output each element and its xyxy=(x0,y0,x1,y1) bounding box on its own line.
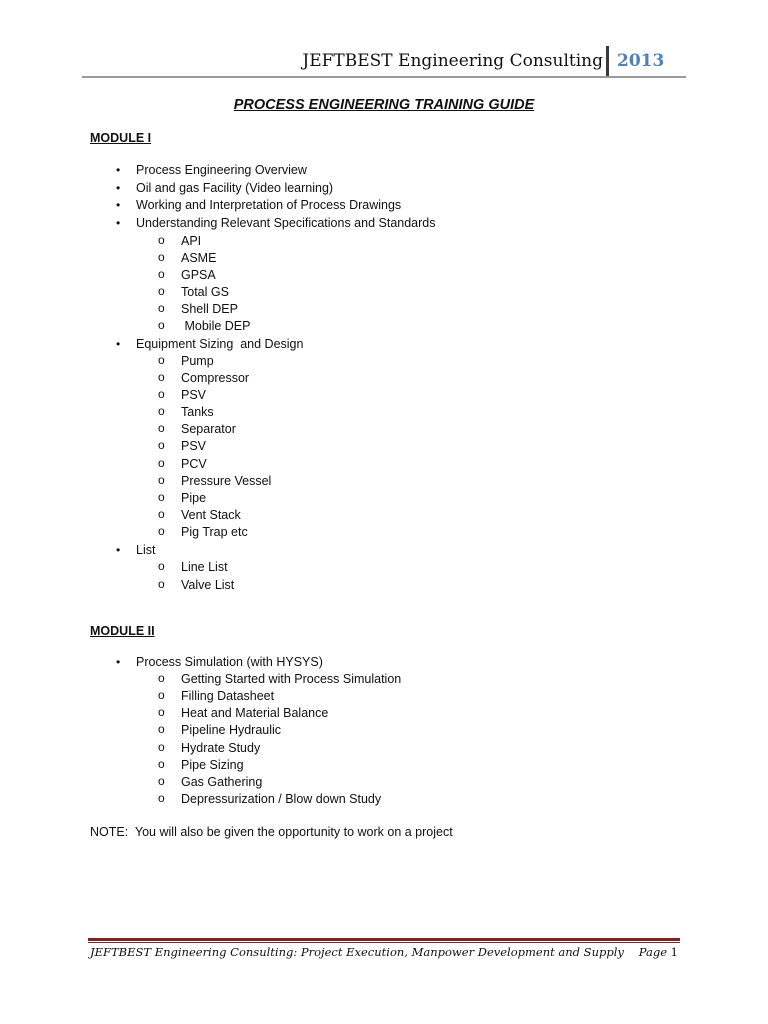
bullet-icon: • xyxy=(116,216,121,230)
bullet-icon: • xyxy=(116,163,121,177)
header-rule xyxy=(82,76,686,78)
sub-list-item-text: ASME xyxy=(181,251,217,265)
sub-list-item-text: Filling Datasheet xyxy=(181,689,275,703)
sub-list-item-text: GPSA xyxy=(181,268,216,282)
sub-list-item-text: Pipe xyxy=(181,491,207,505)
sub-list-item-text: Getting Started with Process Simulation xyxy=(181,672,402,686)
page-header xyxy=(0,0,768,80)
header-divider xyxy=(606,46,609,76)
sub-list-item-text: Heat and Material Balance xyxy=(181,706,329,720)
page-number: 1 xyxy=(670,945,678,959)
circle-bullet-icon: o xyxy=(158,774,165,788)
circle-bullet-icon: o xyxy=(158,318,165,332)
list-item-text: Understanding Relevant Specifications and Standards xyxy=(136,216,436,230)
sub-list-item-text: Pressure Vessel xyxy=(181,474,272,488)
circle-bullet-icon: o xyxy=(158,705,165,719)
note-text: NOTE: You will also be given the opportunity to work on a project xyxy=(90,825,453,839)
sub-list-item-text: PCV xyxy=(181,457,207,471)
bullet-icon: • xyxy=(116,543,121,557)
circle-bullet-icon: o xyxy=(158,250,165,264)
sub-list-item-text: Tanks xyxy=(181,405,214,419)
circle-bullet-icon: o xyxy=(158,404,165,418)
circle-bullet-icon: o xyxy=(158,301,165,315)
sub-list-item-text: Pump xyxy=(181,354,214,368)
circle-bullet-icon: o xyxy=(158,353,165,367)
circle-bullet-icon: o xyxy=(158,421,165,435)
footer-rule-thin xyxy=(88,942,680,943)
bullet-icon: • xyxy=(116,198,121,212)
list-item-text: Working and Interpretation of Process Drawings xyxy=(136,198,402,212)
sub-list-item-text: Pipeline Hydraulic xyxy=(181,723,282,737)
circle-bullet-icon: o xyxy=(158,490,165,504)
circle-bullet-icon: o xyxy=(158,473,165,487)
header-company-name: JEFTBEST Engineering Consulting xyxy=(302,51,603,71)
circle-bullet-icon: o xyxy=(158,456,165,470)
circle-bullet-icon: o xyxy=(158,757,165,771)
circle-bullet-icon: o xyxy=(158,671,165,685)
header-year: 2013 xyxy=(617,51,665,71)
sub-list-item-text: Valve List xyxy=(181,578,235,592)
circle-bullet-icon: o xyxy=(158,791,165,805)
sub-list-item-text: PSV xyxy=(181,388,207,402)
circle-bullet-icon: o xyxy=(158,387,165,401)
list-item-text: Process Engineering Overview xyxy=(136,163,307,177)
sub-list-item-text: Total GS xyxy=(181,285,229,299)
sub-list-item-text: Vent Stack xyxy=(181,508,241,522)
sub-list-item-text: Depressurization / Blow down Study xyxy=(181,792,382,806)
circle-bullet-icon: o xyxy=(158,524,165,538)
module-2-heading: MODULE II xyxy=(90,624,155,638)
circle-bullet-icon: o xyxy=(158,740,165,754)
circle-bullet-icon: o xyxy=(158,370,165,384)
bullet-icon: • xyxy=(116,337,121,351)
list-item-text: List xyxy=(136,543,156,557)
footer-rule xyxy=(88,938,680,941)
circle-bullet-icon: o xyxy=(158,233,165,247)
circle-bullet-icon: o xyxy=(158,559,165,573)
sub-list-item-text: Pig Trap etc xyxy=(181,525,248,539)
sub-list-item-text: Gas Gathering xyxy=(181,775,263,789)
circle-bullet-icon: o xyxy=(158,507,165,521)
bullet-icon: • xyxy=(116,655,121,669)
sub-list-item-text: Compressor xyxy=(181,371,250,385)
bullet-icon: • xyxy=(116,181,121,195)
sub-list-item-text: Hydrate Study xyxy=(181,741,261,755)
sub-list-item-text: Line List xyxy=(181,560,228,574)
sub-list-item-text: PSV xyxy=(181,439,207,453)
page-label: Page xyxy=(638,945,671,959)
circle-bullet-icon: o xyxy=(158,284,165,298)
circle-bullet-icon: o xyxy=(158,267,165,281)
list-item-text: Oil and gas Facility (Video learning) xyxy=(136,181,334,195)
module-1-heading: MODULE I xyxy=(90,131,152,145)
list-item-text: Process Simulation (with HYSYS) xyxy=(136,655,323,669)
sub-list-item-text: Mobile DEP xyxy=(181,319,251,333)
footer-page-number xyxy=(639,945,678,959)
circle-bullet-icon: o xyxy=(158,577,165,591)
list-item-text: Equipment Sizing and Design xyxy=(136,337,304,351)
sub-list-item-text: Shell DEP xyxy=(181,302,238,316)
sub-list-item-text: Pipe Sizing xyxy=(181,758,244,772)
circle-bullet-icon: o xyxy=(158,438,165,452)
sub-list-item-text: Separator xyxy=(181,422,236,436)
footer-company-tagline: JEFTBEST Engineering Consulting: Project Execution, Manpower Development and Supply xyxy=(90,945,624,959)
sub-list-item-text: API xyxy=(181,234,202,248)
circle-bullet-icon: o xyxy=(158,688,165,702)
circle-bullet-icon: o xyxy=(158,722,165,736)
document-title: PROCESS ENGINEERING TRAINING GUIDE xyxy=(233,97,535,113)
